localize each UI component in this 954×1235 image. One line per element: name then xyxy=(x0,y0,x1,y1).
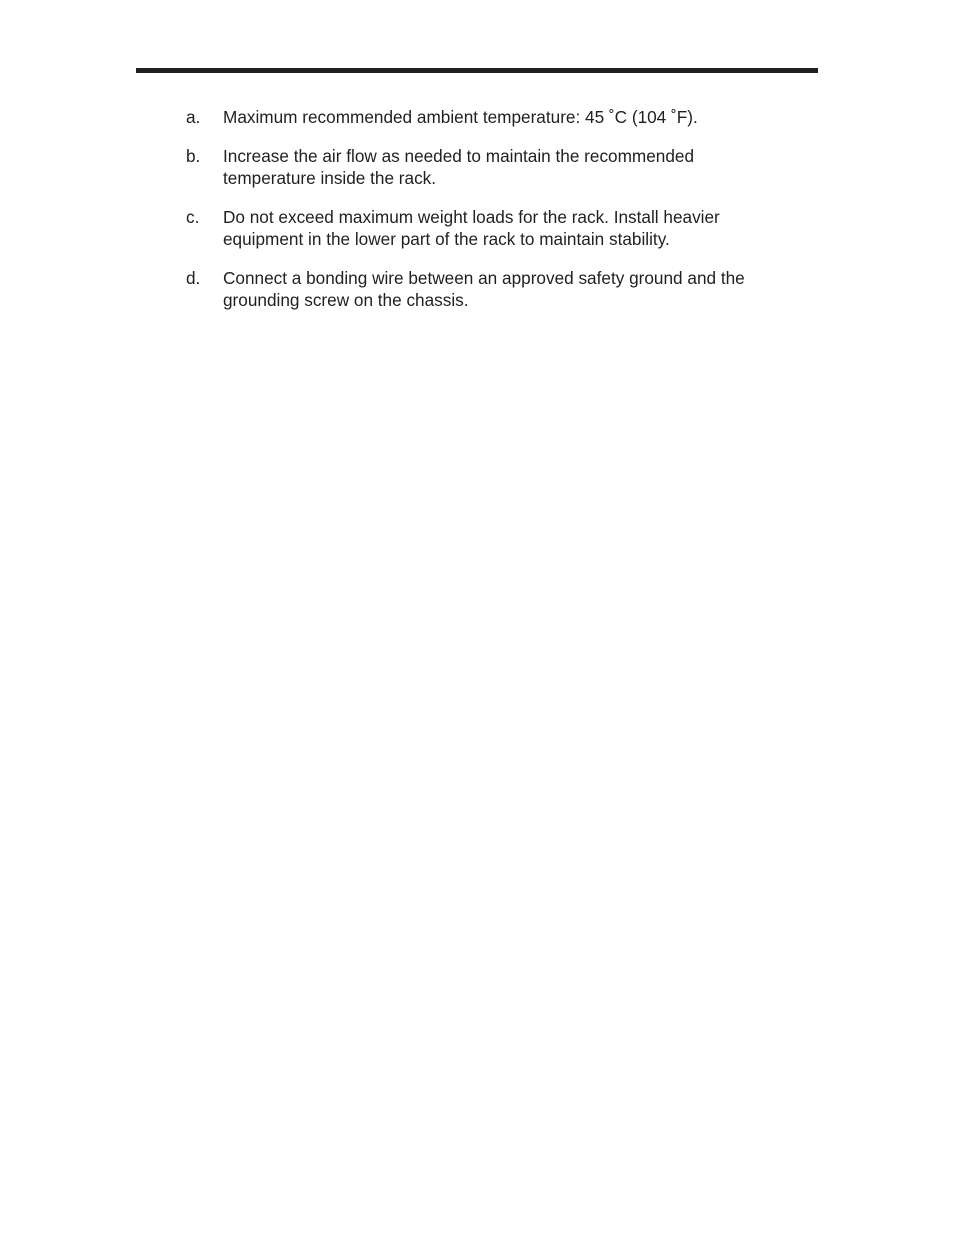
list-marker: a. xyxy=(186,107,201,127)
list-item-d xyxy=(186,267,786,311)
list-item-a xyxy=(186,106,786,128)
list-item-c xyxy=(186,206,786,250)
list-item-text: Maximum recommended ambient temperature: 45 ˚C (104 ˚F). xyxy=(223,107,698,127)
list-item-b xyxy=(186,145,786,189)
list-item-text: Increase the air flow as needed to maintain the recommended temperature inside the rack. xyxy=(223,146,695,188)
list-marker: d. xyxy=(186,268,201,288)
list-item-text: Connect a bonding wire between an approved safety ground and the grounding screw on the chassis. xyxy=(223,268,745,310)
list-marker: c. xyxy=(186,207,200,227)
instruction-list xyxy=(186,106,786,328)
list-marker: b. xyxy=(186,146,201,166)
header-rule xyxy=(136,68,818,73)
list-item-text: Do not exceed maximum weight loads for the rack. Install heavier equipment in the lower part of the rack to maintain stability. xyxy=(223,207,720,249)
